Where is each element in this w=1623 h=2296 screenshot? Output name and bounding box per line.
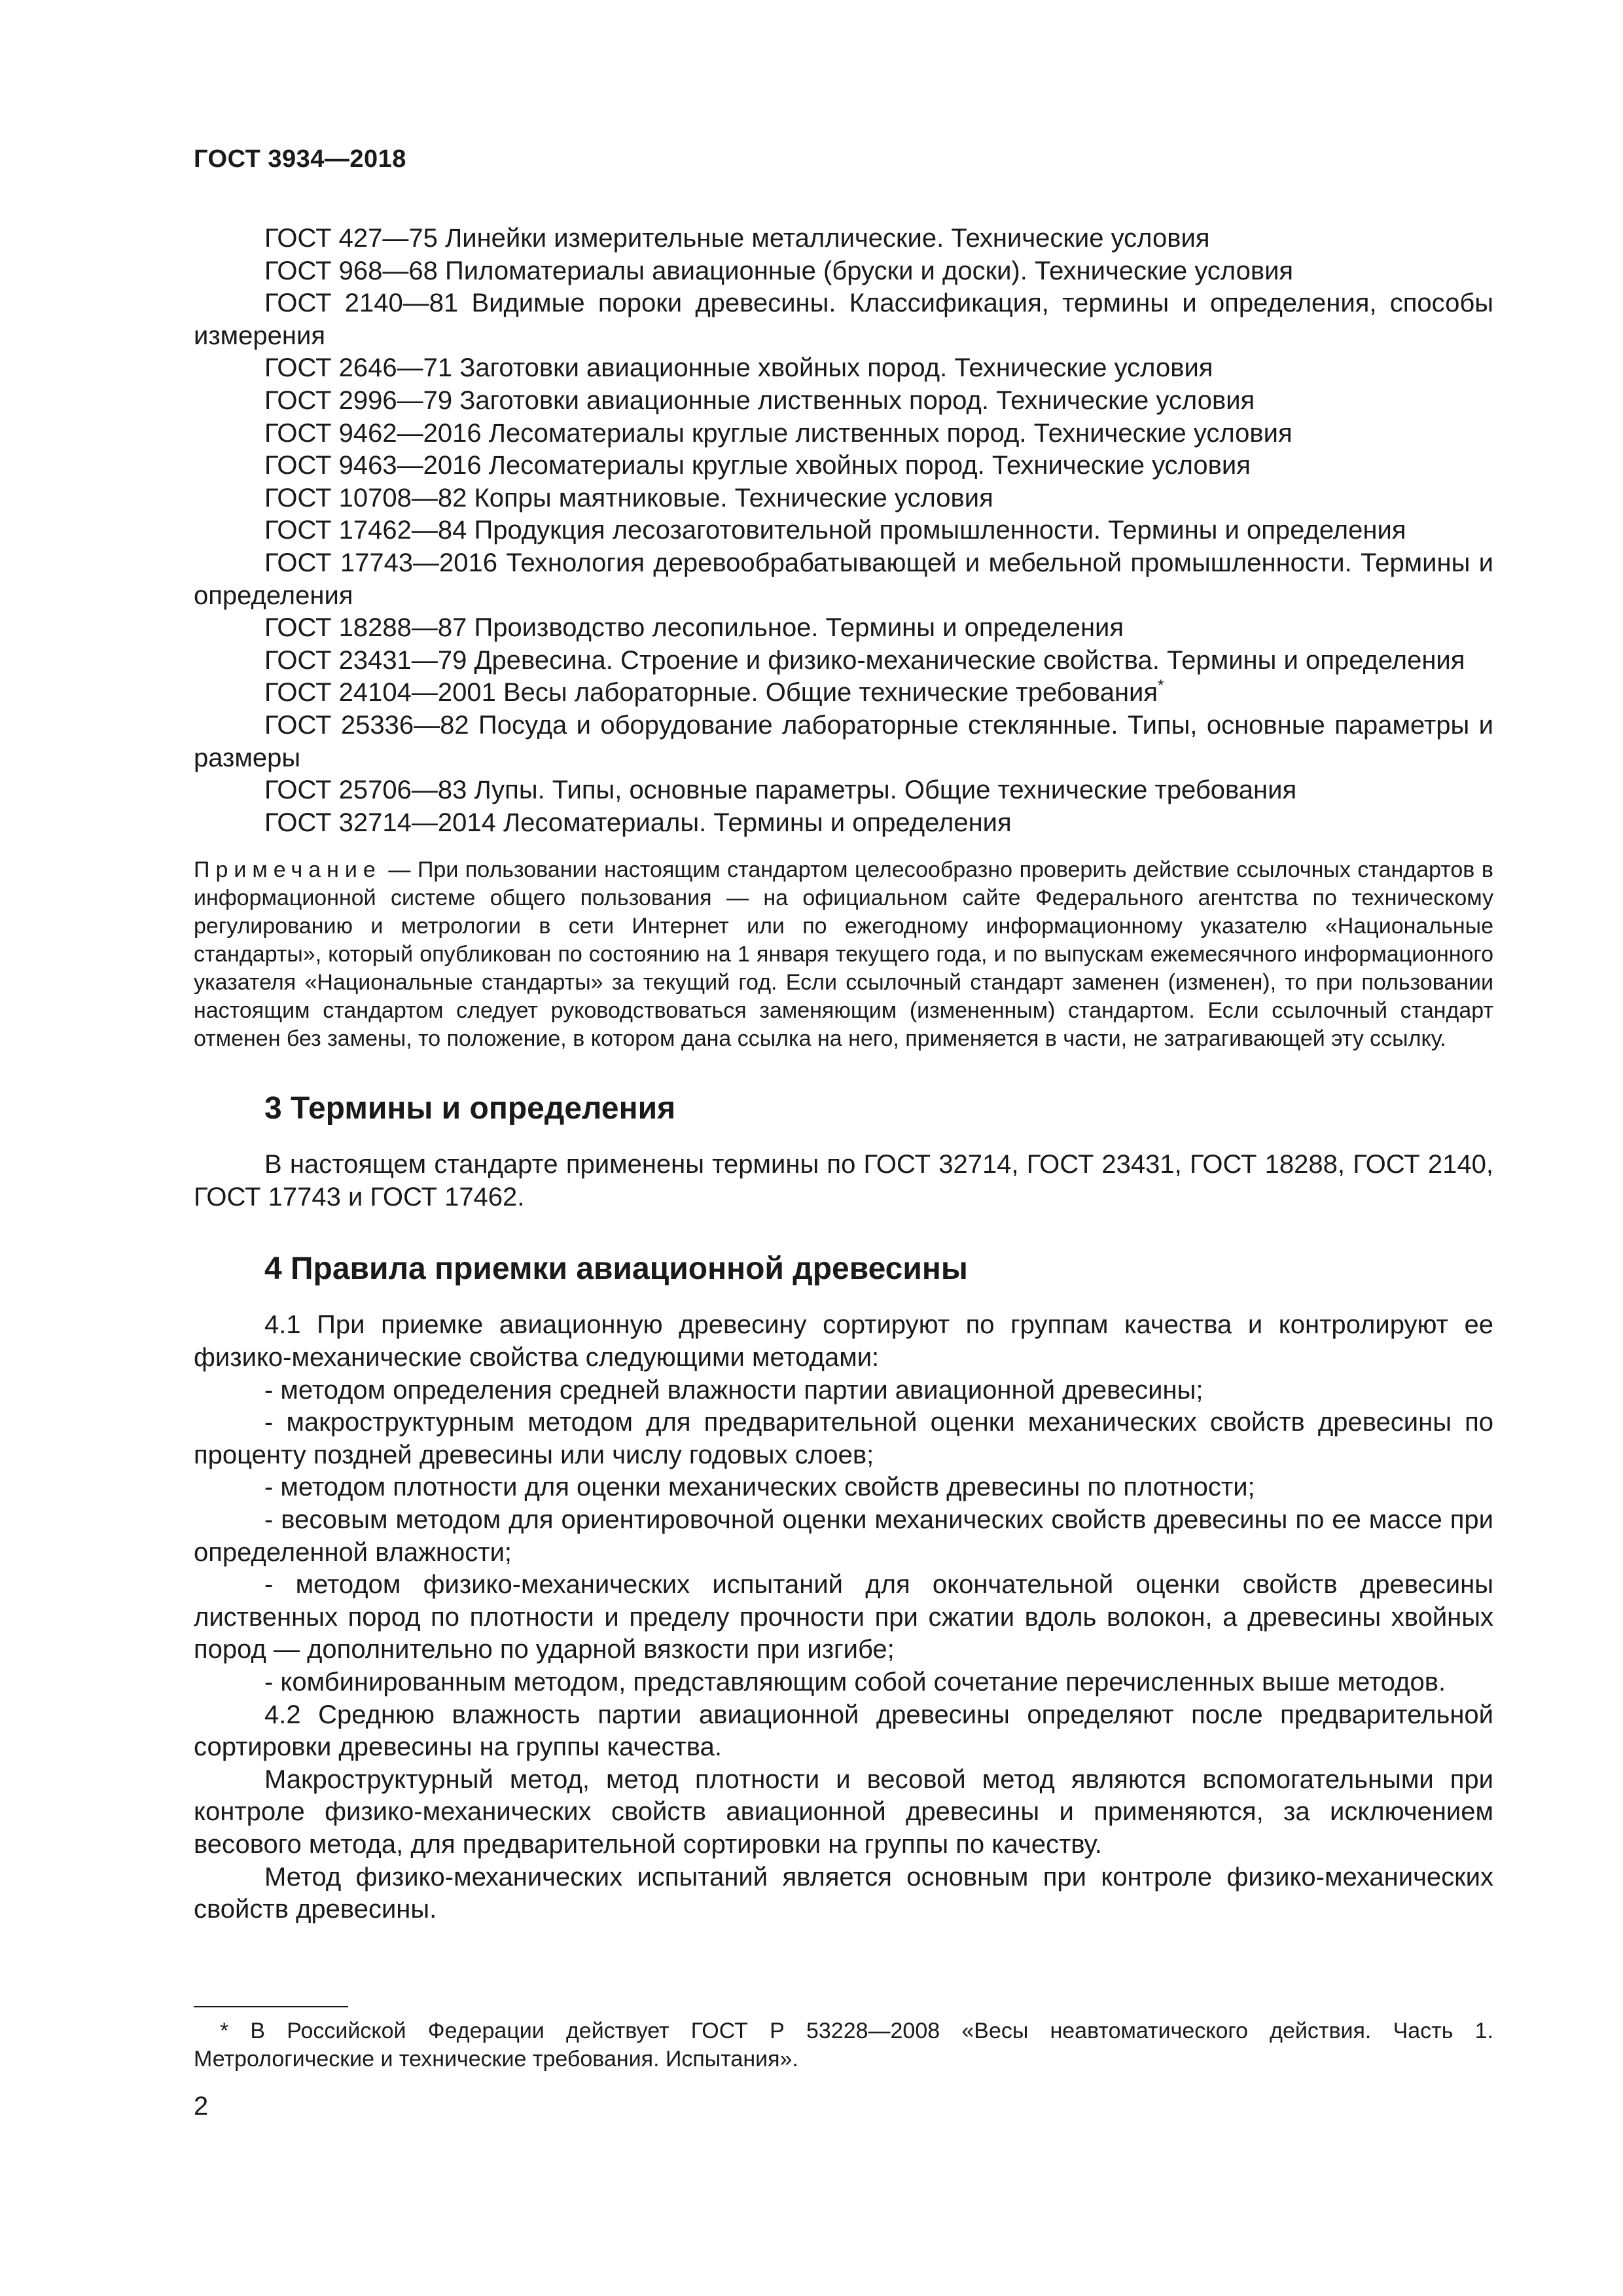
section-4-paragraph: Метод физико-механических испытаний является основным при контроле физико-механических свойств древесины. [194,1862,1493,1924]
footnote: * В Российской Федерации действует ГОСТ Р 53228—2008 «Весы неавтоматического действия. Часть 1. Метрологические и технические требования. Испытания». [194,2018,1493,2072]
reference-item: ГОСТ 2646—71 Заготовки авиационные хвойных пород. Технические условия [264,353,1213,383]
section-4-list-item: - методом плотности для оценки механических свойств древесины по плотности; [264,1473,1255,1502]
section-4-list-item: - методом определения средней влажности партии авиационной древесины; [264,1375,1204,1405]
note-label: Примечание [194,857,382,883]
footnote-marker: * [1158,677,1164,695]
reference-item: ГОСТ 23431—79 Древесина. Строение и физико-механические свойства. Термины и определения [264,645,1465,675]
reference-item: ГОСТ 10708—82 Копры маятниковые. Технические условия [264,483,993,512]
reference-item: ГОСТ 427—75 Линейки измерительные металлические. Технические условия [264,224,1210,253]
reference-item: ГОСТ 968—68 Пиломатериалы авиационные (бруски и доски). Технические условия [264,256,1294,285]
reference-item: ГОСТ 9463—2016 Лесоматериалы круглые хвойных пород. Технические условия [264,451,1251,480]
page-number: 2 [194,2092,209,2121]
reference-item: ГОСТ 25706—83 Лупы. Типы, основные параметры. Общие технические требования [264,776,1297,805]
section-4-heading: 4 Правила приемки авиационной древесины [264,1251,968,1287]
section-4-list-item: - методом физико-механических испытаний для окончательной оценки свойств древесины лиственных пород по плотности и пределу прочности при сжатии вдоль волокон, а древесины хвойных пород — дополнительно по ударной вязкости при изгибе; [194,1570,1493,1664]
reference-item: ГОСТ 9462—2016 Лесоматериалы круглые лиственных пород. Технические условия [264,418,1293,448]
reference-item: ГОСТ 24104—2001 Весы лабораторные. Общие технические требования* [264,677,1164,708]
section-4-paragraph: Макроструктурный метод, метод плотности и весовой метод являются вспомогательными при контроле физико-механических свойств авиационной древесины и применяются, за исключением весового метода, для предварительной сортировки на группы по качеству. [194,1765,1493,1859]
reference-item: ГОСТ 2140—81 Видимые пороки древесины. Классификация, термины и определения, способы измерения [194,289,1493,350]
page-content [194,223,1493,1926]
section-4-list-item: - макроструктурным методом для предварительной оценки механических свойств древесины по проценту поздней древесины или числу годовых слоев; [194,1408,1493,1469]
section-4-paragraph: 4.1 При приемке авиационную древесину сортируют по группам качества и контролируют ее физико-механические свойства следующими методами: [194,1310,1493,1372]
reference-item: ГОСТ 17462—84 Продукция лесозаготовительной промышленности. Термины и определения [264,516,1406,545]
reference-item: ГОСТ 18288—87 Производство лесопильное. Термины и определения [264,613,1124,643]
normative-references-list [194,223,1493,839]
section-4-list-item: - комбинированным методом, представляющим собой сочетание перечисленных выше методов. [264,1668,1446,1696]
note-text: При пользовании настоящим стандартом целесообразно проверить действие ссылочных стандартов в информационной системе общего пользования — на официальном сайте Федерального агентства по техническому регулированию и метрологии в сети Интернет или по ежегодному информационному указателю «Национальные стандарты», который опубликован по состоянию на 1 января текущего года, и по выпускам ежемесячного информационного указателя «Национальные стандарты» за текущий год. Если ссылочный стандарт заменен (изменен), то при пользовании настоящим стандартом следует руководствоваться заменяющим (измененным) стандартом. Если ссылочный стандарт отменен без замены, то положение, в котором дана ссылка на него, применяется в части, не затрагивающей эту ссылку. [194,857,1493,1052]
section-4-paragraph: 4.2 Среднюю влажность партии авиационной древесины определяют после предварительной сортировки древесины на группы качества. [194,1700,1493,1762]
footnote-separator [194,2006,348,2007]
section-3-heading: 3 Термины и определения [264,1091,676,1126]
section-4-list-item: - весовым методом для ориентировочной оценки механических свойств древесины по ее массе при определенной влажности; [194,1505,1493,1567]
reference-item: ГОСТ 17743—2016 Технология деревообрабатывающей и мебельной промышленности. Термины и определения [194,548,1493,610]
note-dash: — [381,857,418,883]
page-header-doc-code: ГОСТ 3934—2018 [194,145,406,173]
section-3-text: В настоящем стандарте применены термины по ГОСТ 32714, ГОСТ 23431, ГОСТ 18288, ГОСТ 2140, ГОСТ 17743 и ГОСТ 17462. [194,1150,1493,1211]
reference-item: ГОСТ 2996—79 Заготовки авиационные лиственных пород. Технические условия [264,386,1255,415]
reference-item: ГОСТ 32714—2014 Лесоматериалы. Термины и определения [264,808,1012,837]
reference-item: ГОСТ 25336—82 Посуда и оборудование лабораторные стеклянные. Типы, основные параметры и размеры [194,710,1493,772]
references-note [194,856,1493,1053]
